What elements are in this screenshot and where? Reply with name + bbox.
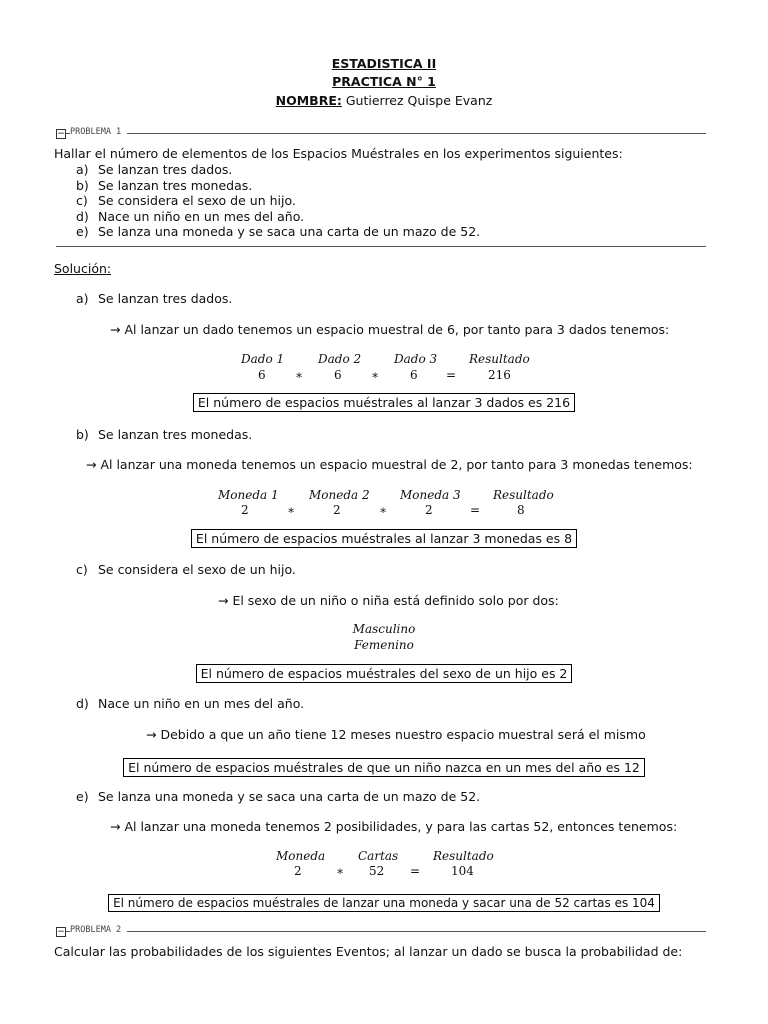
math-label: Moneda 3 — [400, 488, 461, 502]
problem-1-rule — [66, 133, 706, 134]
math-value: 2 — [333, 503, 341, 517]
solution-item-b: b) Se lanzan tres monedas. — [76, 427, 253, 442]
math-label: Moneda 2 — [309, 488, 370, 502]
list-item: e) Se lanza una moneda y se saca una carta de un mazo de 52. — [76, 224, 481, 240]
math-value: 6 — [258, 368, 266, 382]
option-masculino: Masculino — [352, 622, 416, 636]
solution-b-explanation: → Al lanzar una moneda tenemos un espacio muestral de 2, por tanto para 3 monedas tenemos: — [86, 457, 693, 472]
result-b-wrap — [0, 528, 768, 547]
math-operator: = — [446, 368, 457, 382]
math-value: 6 — [410, 368, 418, 382]
option-femenino: Femenino — [354, 638, 414, 652]
math-label: Moneda 1 — [218, 488, 279, 502]
name-value: Gutierrez Quispe Evanz — [341, 93, 493, 108]
section-divider — [56, 246, 706, 247]
math-label: Resultado — [493, 488, 554, 502]
math-value: 52 — [369, 864, 385, 878]
solution-item-c: c) Se considera el sexo de un hijo. — [76, 562, 296, 577]
problem-2-statement: Calcular las probabilidades de los siguientes Eventos; al lanzar un dado se busca la probabilidad de: — [54, 944, 683, 959]
problem-2-label: PROBLEMA 2 — [70, 925, 127, 935]
list-item: b) Se lanzan tres monedas. — [76, 177, 253, 193]
math-label: Dado 1 — [241, 352, 285, 366]
math-value: 2 — [294, 864, 302, 878]
result-box-b: El número de espacios muéstrales al lanzar 3 monedas es 8 — [191, 529, 577, 548]
solution-a-explanation: → Al lanzar un dado tenemos un espacio muestral de 6, por tanto para 3 dados tenemos: — [110, 322, 670, 337]
problem-1-statement: Hallar el número de elementos de los Espacios Muéstrales en los experimentos siguientes: — [54, 146, 623, 161]
solution-title: Solución: — [54, 261, 112, 276]
solution-item-a: a) Se lanzan tres dados. — [76, 291, 233, 306]
collapse-icon[interactable]: − — [57, 927, 65, 937]
math-operator: ∗ — [336, 864, 345, 878]
math-operator: ∗ — [379, 503, 388, 517]
math-value: 216 — [488, 368, 511, 382]
student-name-line — [0, 93, 768, 108]
math-operator: ∗ — [295, 368, 304, 382]
result-d-wrap — [0, 757, 768, 776]
result-box-d: El número de espacios muéstrales de que un niño nazca en un mes del año es 12 — [123, 758, 645, 777]
math-label: Resultado — [433, 849, 494, 863]
solution-e-explanation: → Al lanzar una moneda tenemos 2 posibilidades, y para las cartas 52, entonces tenemos: — [110, 819, 678, 834]
math-label: Resultado — [469, 352, 530, 366]
result-box-a: El número de espacios muéstrales al lanzar 3 dados es 216 — [193, 393, 575, 412]
math-value: 6 — [334, 368, 342, 382]
solution-d-explanation: → Debido a que un año tiene 12 meses nuestro espacio muestral será el mismo — [146, 727, 646, 742]
solution-c-explanation: → El sexo de un niño o niña está definido solo por dos: — [218, 593, 559, 608]
math-label: Dado 2 — [318, 352, 362, 366]
result-box-c: El número de espacios muéstrales del sexo de un hijo es 2 — [196, 664, 573, 683]
problem-2-rule — [66, 931, 706, 932]
list-item: c) Se considera el sexo de un hijo. — [76, 193, 296, 209]
math-operator: ∗ — [371, 368, 380, 382]
collapse-icon[interactable]: − — [57, 129, 65, 139]
solution-item-d: d) Nace un niño en un mes del año. — [76, 696, 305, 711]
problem-2-header[interactable] — [56, 925, 706, 939]
practice-title: PRACTICA N° 1 — [332, 74, 436, 89]
result-c-wrap — [0, 663, 768, 682]
math-operator: = — [410, 864, 421, 878]
result-a-wrap — [0, 392, 768, 411]
math-label: Cartas — [358, 849, 399, 863]
problem-1-list — [56, 162, 480, 240]
list-item: a) Se lanzan tres dados. — [76, 162, 233, 177]
math-label: Dado 3 — [394, 352, 438, 366]
math-value: 2 — [425, 503, 433, 517]
problem-1-header[interactable] — [56, 127, 706, 141]
math-value: 2 — [241, 503, 249, 517]
math-label: Moneda — [276, 849, 326, 863]
solution-item-e: e) Se lanza una moneda y se saca una carta de un mazo de 52. — [76, 789, 481, 804]
math-value: 104 — [451, 864, 474, 878]
problem-1-label: PROBLEMA 1 — [70, 127, 127, 137]
result-e-wrap — [0, 892, 768, 911]
course-title: ESTADISTICA II — [331, 56, 437, 71]
result-box-e: El número de espacios muéstrales de lanzar una moneda y sacar una de 52 cartas es 104 — [108, 894, 660, 912]
name-label: NOMBRE: — [275, 93, 342, 108]
math-value: 8 — [517, 503, 525, 517]
math-operator: = — [470, 503, 481, 517]
math-operator: ∗ — [287, 503, 296, 517]
list-item: d) Nace un niño en un mes del año. — [76, 208, 305, 224]
